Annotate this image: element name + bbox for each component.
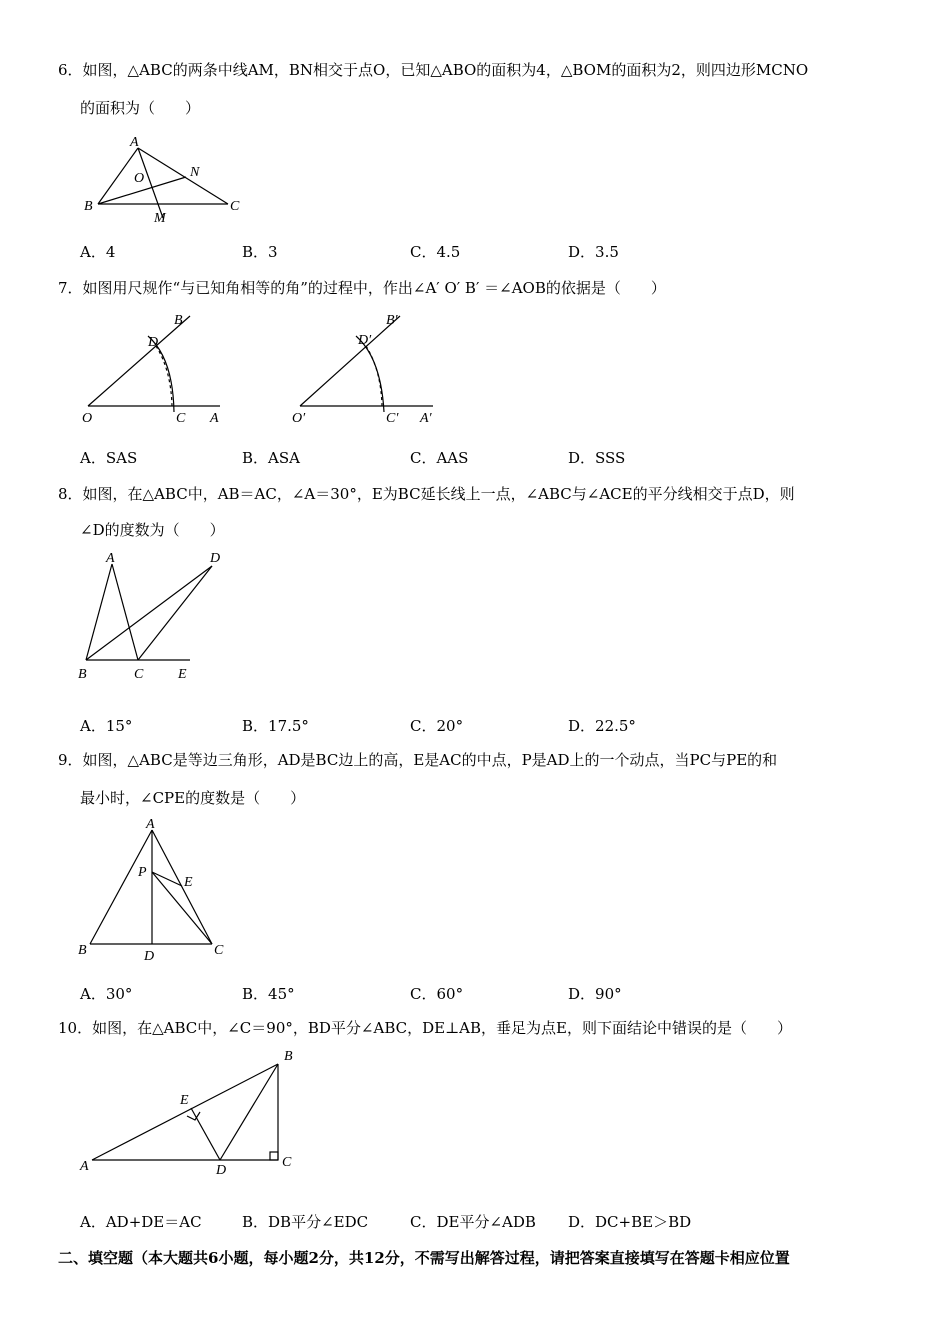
q7-dashed-c2d2 xyxy=(366,346,382,406)
q9-figure xyxy=(72,814,238,966)
q7-stem-line-1: 7．如图用尺规作“与已知角相等的角”的过程中，作出∠A′ O′ B′ ＝∠AOB的依据是（ ） xyxy=(58,279,666,297)
q10-label-b: B xyxy=(284,1049,293,1064)
q7-label-c-prime: C′ xyxy=(386,411,399,426)
q9-label-c: C xyxy=(214,943,224,958)
q6-option-d[interactable]: D．3.5 xyxy=(568,243,619,261)
q9-option-a[interactable]: A．30° xyxy=(80,985,133,1003)
q6-label-o: O xyxy=(134,171,145,186)
q7-option-d[interactable]: D．SSS xyxy=(568,449,626,467)
section-title-fill-in: 二、填空题（本大题共6小题，每小题2分，共12分，不需写出解答过程，请把答案直接填写在答题卡相应位置 xyxy=(58,1249,790,1267)
q6-label-c: C xyxy=(230,199,240,214)
q10-figure xyxy=(74,1046,304,1178)
q9-label-a: A xyxy=(146,817,155,832)
q8-option-c[interactable]: C．20° xyxy=(410,717,464,735)
q6-side-ac xyxy=(138,148,228,204)
q9-side-ac xyxy=(152,830,212,944)
q10-stem-line-1: 10．如图，在△ABC中，∠C＝90°，BD平分∠ABC，DE⊥AB，垂足为点E，则下面结论中错误的是（ ） xyxy=(58,1019,792,1037)
q10-label-c: C xyxy=(282,1155,292,1170)
q6-label-b: B xyxy=(84,199,93,214)
q6-label-m: M xyxy=(154,211,166,226)
q7-label-b: B xyxy=(174,313,183,328)
q7-label-a: A xyxy=(210,411,219,426)
q7-option-a[interactable]: A．SAS xyxy=(80,449,138,467)
q9-label-p: P xyxy=(138,865,147,880)
q7-ray-o2b2 xyxy=(300,316,400,406)
q10-right-angle-c xyxy=(270,1152,278,1160)
q8-label-d: D xyxy=(210,551,221,566)
q7-label-d-prime: D′ xyxy=(358,333,372,348)
q8-stem-line-1: 8．如图，在△ABC中，AB＝AC，∠A＝30°，E为BC延长线上一点，∠ABC与∠ACE的平分线相交于点D，则 xyxy=(58,485,795,503)
q8-stem-line-2: ∠D的度数为（ ） xyxy=(80,521,225,539)
q6-stem-line-2: 的面积为（ ） xyxy=(80,99,201,117)
q8-label-a: A xyxy=(106,551,115,566)
q8-side-ab xyxy=(86,564,112,660)
q6-option-a[interactable]: A．4 xyxy=(80,243,116,261)
q7-option-c[interactable]: C．AAS xyxy=(410,449,469,467)
q8-label-b: B xyxy=(78,667,87,682)
q6-stem-line-1: 6．如图，△ABC的两条中线AM，BN相交于点O，已知△ABO的面积为4，△BOM的面积为2，则四边形MCNO xyxy=(58,61,809,79)
q10-option-c[interactable]: C．DE平分∠ADB xyxy=(410,1213,536,1231)
q10-option-a[interactable]: A．AD+DE＝AC xyxy=(80,1213,202,1231)
q10-option-b[interactable]: B．DB平分∠EDC xyxy=(242,1213,369,1231)
q10-option-d[interactable]: D．DC+BE＞BD xyxy=(568,1213,692,1231)
q7-option-b[interactable]: B．ASA xyxy=(242,449,300,467)
q7-label-d: D xyxy=(148,335,159,350)
q7-ray-ob xyxy=(88,316,190,406)
q7-label-o-prime: O′ xyxy=(292,411,306,426)
q9-option-d[interactable]: D．90° xyxy=(568,985,622,1003)
q6-figure xyxy=(78,132,258,230)
q6-label-n: N xyxy=(190,165,200,180)
q9-label-e: E xyxy=(184,875,193,890)
q7-figure-copy xyxy=(288,308,448,430)
q7-label-a-prime: A′ xyxy=(420,411,432,426)
q9-stem-line-2: 最小时，∠CPE的度数是（ ） xyxy=(80,789,306,807)
q8-side-ac xyxy=(112,564,138,660)
q9-stem-line-1: 9．如图，△ABC是等边三角形，AD是BC边上的高，E是AC的中点，P是AD上的一个动点，当PC与PE的和 xyxy=(58,751,778,769)
q9-label-b: B xyxy=(78,943,87,958)
q8-option-a[interactable]: A．15° xyxy=(80,717,133,735)
q9-label-d: D xyxy=(144,949,155,964)
q7-label-c: C xyxy=(176,411,186,426)
q6-option-c[interactable]: C．4.5 xyxy=(410,243,461,261)
q6-option-b[interactable]: B．3 xyxy=(242,243,278,261)
q8-option-b[interactable]: B．17.5° xyxy=(242,717,309,735)
q9-option-c[interactable]: C．60° xyxy=(410,985,464,1003)
q9-option-b[interactable]: B．45° xyxy=(242,985,295,1003)
q10-label-a: A xyxy=(80,1159,89,1174)
q8-label-c: C xyxy=(134,667,144,682)
q7-figure-original xyxy=(78,308,238,430)
q9-side-ab xyxy=(90,830,152,944)
q6-label-a: A xyxy=(130,135,139,150)
q7-label-o: O xyxy=(82,411,93,426)
q10-side-ab xyxy=(92,1064,278,1160)
q9-segment-pc xyxy=(152,872,212,944)
q8-figure xyxy=(74,546,234,682)
q10-label-d: D xyxy=(216,1163,227,1178)
q10-label-e: E xyxy=(180,1093,189,1108)
q8-option-d[interactable]: D．22.5° xyxy=(568,717,636,735)
q7-label-b-prime: B′ xyxy=(386,313,398,328)
q8-label-e: E xyxy=(178,667,187,682)
q6-side-ab xyxy=(98,148,138,204)
q10-perpendicular-de xyxy=(191,1108,220,1160)
